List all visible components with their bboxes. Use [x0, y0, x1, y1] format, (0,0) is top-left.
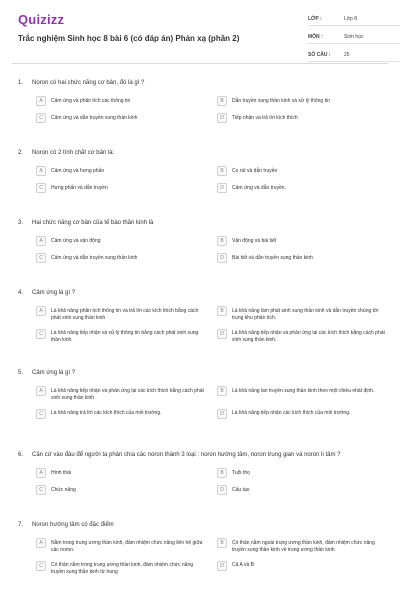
option-text: Cấu tạo	[232, 486, 250, 493]
question-1	[12, 78, 388, 123]
option-letter: C	[36, 329, 46, 339]
meta-row-subject	[308, 30, 400, 44]
option-letter: A	[36, 236, 46, 246]
option-letter: C	[36, 253, 46, 263]
question-number: 5.	[18, 370, 24, 376]
option-letter: A	[36, 538, 46, 548]
option-c[interactable]	[36, 485, 207, 495]
question-number: 2.	[18, 150, 24, 156]
option-letter: B	[217, 468, 227, 478]
meta-key: LỚP :	[308, 15, 322, 22]
option-text: Là khả năng làm phát sinh xung thần kinh và dẫn truyền chúng tới trung khu phân tích.	[232, 307, 379, 321]
question-7	[12, 520, 388, 576]
option-a[interactable]	[36, 166, 207, 176]
option-c[interactable]	[36, 561, 207, 577]
option-d[interactable]	[217, 183, 388, 193]
question-text: Cảm ứng là gì ?	[32, 290, 76, 296]
option-text: Là khả năng tiếp nhận và xử lý thông tin bằng cách phát sinh xung thần kinh.	[51, 330, 199, 343]
option-a[interactable]	[36, 538, 207, 554]
option-letter: C	[36, 113, 46, 123]
option-letter: C	[36, 485, 46, 495]
option-text: Là khả năng tiếp nhận các kích thích của môi trường.	[232, 410, 351, 416]
option-text: Là khả năng tiếp nhận và phản ứng lại các kích thích bằng cách phát sinh xung thần kinh	[51, 387, 204, 401]
option-letter: C	[36, 561, 46, 571]
option-b[interactable]	[217, 236, 388, 246]
option-text: Cả A và B	[232, 562, 254, 568]
option-text: Vận động và bài tiết	[232, 237, 277, 244]
option-letter: A	[36, 306, 46, 316]
option-text: Hưng phấn và dẫn truyền	[51, 184, 108, 191]
option-text: Tuổi thọ	[232, 469, 250, 476]
option-d[interactable]	[217, 329, 388, 345]
option-text: Cảm ứng và dẫn truyền xung thần kinh	[51, 114, 138, 121]
quiz-title: Trắc nghiệm Sinh học 8 bài 6 (có đáp án) Phản xạ (phần 2)	[18, 34, 240, 43]
option-letter: D	[217, 113, 227, 123]
question-5	[12, 368, 388, 419]
option-letter: D	[217, 409, 227, 419]
option-b[interactable]	[217, 96, 388, 106]
option-text: Cảm ứng và dẫn truyền.	[232, 184, 286, 191]
meta-row-grade	[308, 12, 400, 26]
question-2	[12, 148, 388, 193]
option-a[interactable]	[36, 236, 207, 246]
option-text: Cảm ứng và hưng phấn	[51, 167, 105, 174]
option-d[interactable]	[217, 409, 388, 419]
option-text: Là khả năng lan truyền xung thần kinh theo một chiều nhất định.	[232, 387, 375, 394]
quiz-meta	[308, 12, 400, 66]
question-3	[12, 218, 388, 263]
question-number: 7.	[18, 522, 24, 528]
option-d[interactable]	[217, 113, 388, 123]
option-b[interactable]	[217, 468, 388, 478]
option-letter: B	[217, 538, 227, 548]
option-c[interactable]	[36, 113, 207, 123]
option-letter: B	[217, 96, 227, 106]
question-text: Noron có 2 tính chất cơ bản là:	[32, 150, 115, 156]
question-text: Hai chức năng cơ bản của tế bào thần kinh là	[32, 220, 154, 226]
option-a[interactable]	[36, 96, 207, 106]
option-letter: A	[36, 166, 46, 176]
option-text: Là khả năng tiếp nhận và phản ứng lại các kích thích bằng cách phát sinh xung thần kinh.	[232, 330, 385, 343]
option-b[interactable]	[217, 386, 388, 402]
meta-row-count	[308, 48, 400, 62]
meta-value: Lớp 8	[344, 15, 358, 22]
option-letter: A	[36, 96, 46, 106]
quiz-header	[12, 0, 388, 64]
option-c[interactable]	[36, 183, 207, 193]
option-c[interactable]	[36, 329, 207, 345]
question-number: 4.	[18, 290, 24, 296]
option-d[interactable]	[217, 561, 388, 577]
question-number: 3.	[18, 220, 24, 226]
option-c[interactable]	[36, 253, 207, 263]
option-d[interactable]	[217, 253, 388, 263]
option-letter: D	[217, 561, 227, 571]
option-letter: B	[217, 386, 227, 396]
option-text: Cảm ứng và vận động	[51, 237, 101, 244]
question-text: Căn cứ vào đâu để người ta phân chia các noron thành 3 loại : noron hướng tâm, noron trung gian và noron li tâm ?	[32, 452, 341, 458]
quizizz-logo: Quizizz	[18, 12, 65, 27]
option-text: Cảm ứng và phân tích các thông tin	[51, 97, 131, 104]
option-text: Cảm ứng và dẫn truyền xung thần kinh	[51, 254, 138, 261]
option-b[interactable]	[217, 306, 388, 322]
option-letter: B	[217, 306, 227, 316]
option-text: Hình thái	[51, 469, 72, 476]
option-text: Chức năng	[51, 486, 76, 493]
option-a[interactable]	[36, 306, 207, 322]
option-a[interactable]	[36, 468, 207, 478]
option-text: Dẫn truyền xung thần kinh và xử lý thông tin	[232, 97, 330, 104]
option-b[interactable]	[217, 538, 388, 554]
option-letter: A	[36, 468, 46, 478]
option-text: Có thân nằm ngoài trung ương thần kinh, đảm nhiệm chức năng truyền xung thần kinh về trung ương thần kinh.	[232, 539, 375, 553]
option-text: Tiếp nhận và trả lời kích thích	[232, 114, 298, 121]
option-letter: A	[36, 386, 46, 396]
option-a[interactable]	[36, 386, 207, 402]
option-letter: D	[217, 183, 227, 193]
option-letter: D	[217, 329, 227, 339]
option-letter: D	[217, 485, 227, 495]
option-text: Là khả năng phân tích thông tin và trả lời các kích thích bằng cách phát sinh xung thần kinh	[51, 307, 199, 321]
meta-value: 25	[344, 51, 350, 58]
question-number: 6.	[18, 452, 24, 458]
option-c[interactable]	[36, 409, 207, 419]
question-text: Noron có hai chức năng cơ bản, đó là gì ?	[32, 80, 145, 86]
question-text: Cảm ứng là gì ?	[32, 370, 76, 376]
meta-key: SỐ CÂU :	[308, 51, 331, 58]
option-text: Là khả năng trả lời các kích thích của môi trường.	[51, 410, 162, 416]
option-letter: D	[217, 253, 227, 263]
option-letter: C	[36, 409, 46, 419]
question-number: 1.	[18, 80, 24, 86]
option-letter: C	[36, 183, 46, 193]
meta-key: MÔN :	[308, 33, 323, 40]
meta-value: Sinh học	[344, 33, 364, 40]
option-letter: B	[217, 236, 227, 246]
option-text: Bài tiết và dẫn truyền xung thần kinh	[232, 254, 313, 261]
option-b[interactable]	[217, 166, 388, 176]
option-text: Co rút và dẫn truyền	[232, 167, 278, 174]
option-letter: B	[217, 166, 227, 176]
question-6	[12, 450, 388, 495]
question-4	[12, 288, 388, 344]
option-d[interactable]	[217, 485, 388, 495]
option-text: Có thân nằm trong trung ương thần kinh, đảm nhiệm chức năng truyền xung thần kinh từ trung	[51, 562, 193, 575]
option-text: Nằm trong trung ương thần kinh, đảm nhiệm chức năng liên hệ giữa các noron.	[51, 539, 203, 553]
question-text: Noron hướng tâm có đặc điểm	[32, 522, 114, 528]
